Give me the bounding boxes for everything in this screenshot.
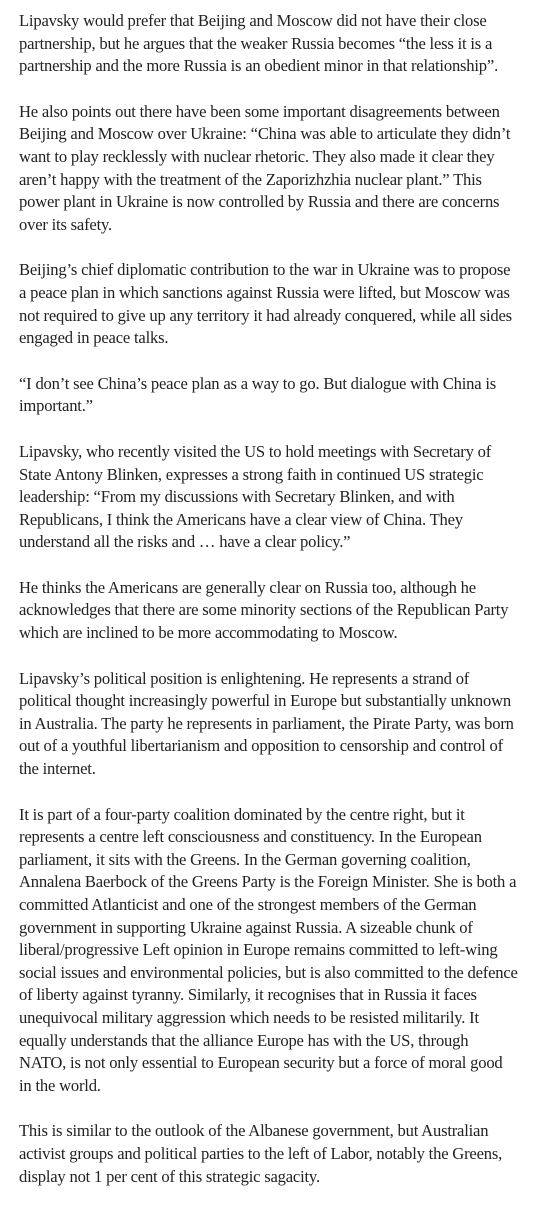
paragraph: Lipavsky’s political position is enlightening. He represents a strand of political thought increasingly powerful in Europe but substantially unknown in Australia. The party he represents in parliament, the Pirate Party, was born out of a youthful libertarianism and opposition to censorship and control of the internet.: [19, 668, 514, 779]
paragraph: This is similar to the outlook of the Albanese government, but Australian activist groups and political parties to the left of Labor, notably the Greens, display not 1 per cent of this strategic sagacity.: [19, 1121, 503, 1186]
paragraph: It is part of a four-party coalition dominated by the centre right, but it represents a centre left consciousness and constituency. In the European parliament, it sits with the Greens. In the German governing coalition, Annalena Baerbock of the Greens Party is the Foreign Minister. She is both a committed Atlanticist and one of the strongest members of the German government in supporting Ukraine against Russia. A sizeable chunk of liberal/progressive Left opinion in Europe remains committed to left-wing social issues and environmental policies, but is also committed to the defence of liberty against tyranny. Similarly, it recognises that in Russia it faces unequivocal military aggression which needs to be resisted militarily. It equally understands that the alliance Europe has with the US, through NATO, is not only essential to European security but a force of moral good in the world.: [19, 804, 518, 1095]
paragraph: “I don’t see China’s peace plan as a way to go. But dialogue with China is important.”: [19, 373, 497, 416]
paragraph: He thinks the Americans are generally clear on Russia too, although he acknowledges that there are some minority sections of the Republican Party which are inclined to be more accommodating to Moscow.: [19, 577, 509, 643]
paragraph: Lipavsky would prefer that Beijing and Moscow did not have their close partnership, but he argues that the weaker Russia becomes “the less it is a partnership and the more Russia is an obedient minor in that relationship”.: [19, 11, 499, 76]
paragraph: Beijing’s chief diplomatic contribution to the war in Ukraine was to propose a peace plan in which sanctions against Russia were lifted, but Moscow was not required to give up any territory it had already conquered, while all sides engaged in peace talks.: [19, 260, 512, 348]
paragraph: He also points out there have been some important disagreements between Beijing and Moscow over Ukraine: “China was able to articulate they didn’t want to play recklessly with nuclear rhetoric. They also made it clear they aren’t happy with the treatment of the Zaporizhzhia nuclear plant.” This power plant in Ukraine is now controlled by Russia and there are concerns over its safety.: [19, 101, 511, 234]
paragraph: Lipavsky, who recently visited the US to hold meetings with Secretary of State Antony Blinken, expresses a strong faith in continued US strategic leadership: “From my discussions with Secretary Blinken, and with Republicans, I think the Americans have a clear view of China. They understand all the risks and … have a clear policy.”: [19, 441, 492, 552]
